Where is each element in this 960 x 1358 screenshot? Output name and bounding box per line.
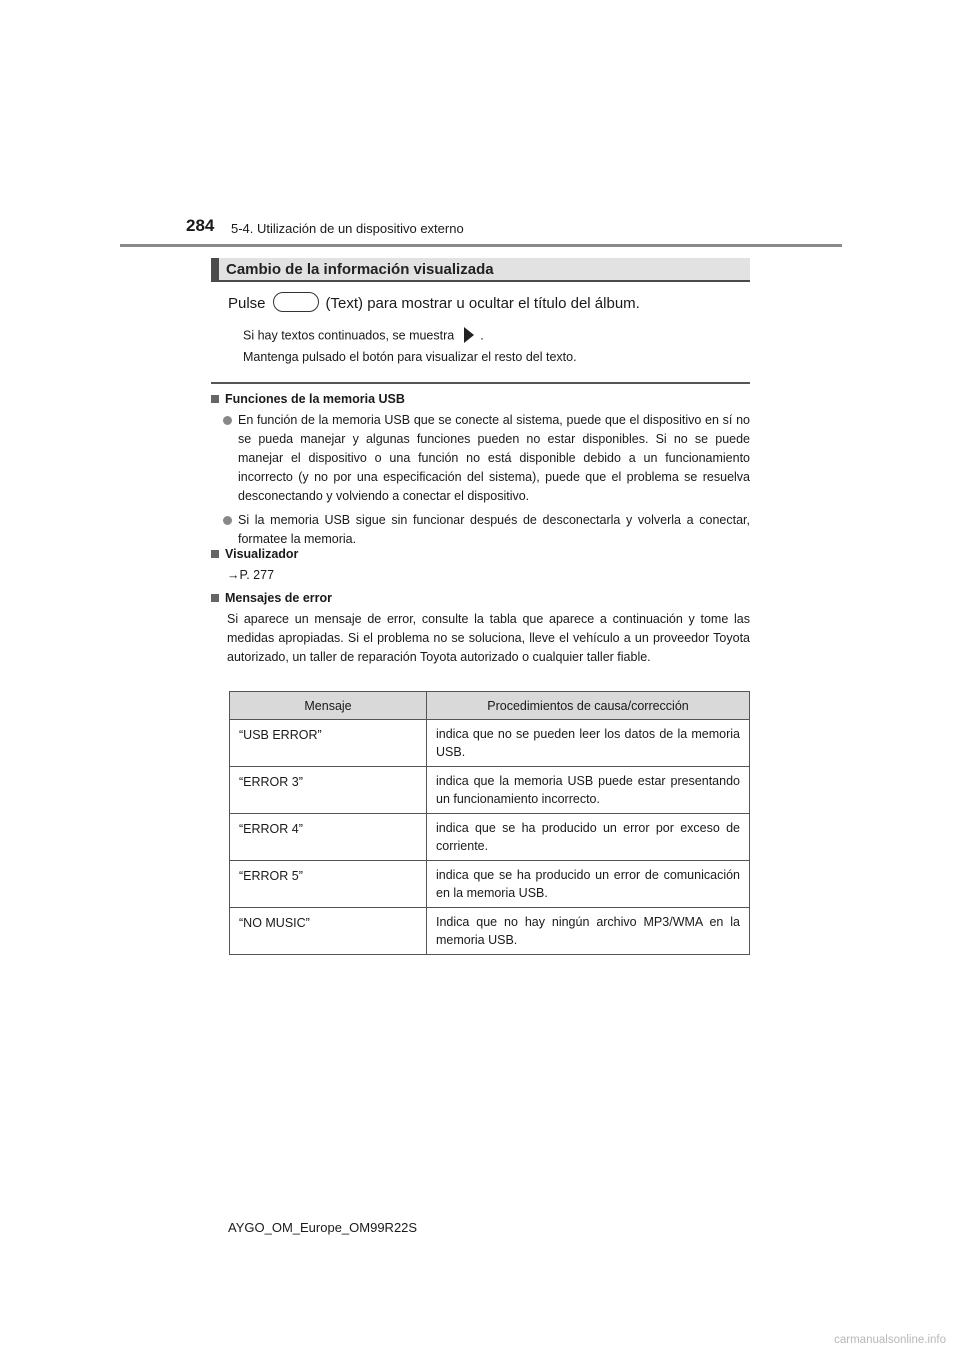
square-bullet-icon (211, 594, 219, 602)
header-rule (120, 244, 842, 247)
continued-text-note (243, 328, 484, 344)
display-block (211, 545, 750, 585)
error-message-cell: “ERROR 5” (230, 861, 427, 908)
error-table (229, 691, 750, 955)
list-item: En función de la memoria USB que se conecte al sistema, puede que el dispositivo en sí no se pueda manejar y algunas funciones pueden no estar disponibles. Si no se puede manejar el dispositivo o una función no está disponible debido a un funcionamiento incorrecto (y no por una especificación del sistema), puede que el problema se resuelva desconectando y volviendo a conectar el dispositivo. (211, 411, 750, 506)
error-messages-heading: Mensajes de error (211, 589, 750, 608)
square-bullet-icon (211, 550, 219, 558)
display-heading: Visualizador (211, 545, 750, 564)
note1-text-pre: Si hay textos continuados, se muestra (243, 328, 455, 343)
heading-accent-bar (211, 258, 219, 282)
table-row (230, 720, 750, 767)
error-procedure-cell: indica que se ha producido un error por exceso de corriente. (427, 814, 750, 861)
error-message-cell: “ERROR 3” (230, 767, 427, 814)
error-procedure-cell: indica que se ha producido un error de comunicación en la memoria USB. (427, 861, 750, 908)
column-header-procedure: Procedimientos de causa/corrección (427, 692, 750, 720)
page-reference: →P. 277 (227, 568, 275, 582)
error-message-cell: “USB ERROR” (230, 720, 427, 767)
error-procedure-cell: indica que no se pueden leer los datos de la memoria USB. (427, 720, 750, 767)
step-text-pre: Pulse (228, 294, 266, 312)
round-bullet-icon (223, 516, 232, 525)
square-bullet-icon (211, 395, 219, 403)
page-number: 284 (186, 216, 215, 235)
text-button-icon (273, 292, 319, 312)
chapter-title: 5-4. Utilización de un dispositivo externo (231, 221, 464, 236)
hold-button-note: Mantenga pulsado el botón para visualizar el resto del texto. (243, 350, 577, 364)
table-header-row (230, 692, 750, 720)
continued-arrow-icon (464, 327, 474, 343)
error-message-cell: “ERROR 4” (230, 814, 427, 861)
table-row (230, 767, 750, 814)
column-header-message: Mensaje (230, 692, 427, 720)
section-heading (211, 258, 750, 282)
table-row (230, 908, 750, 955)
usb-functions-block (211, 390, 750, 549)
step-text-post: (Text) para mostrar u ocultar el título del álbum. (325, 294, 640, 312)
section-divider (211, 382, 750, 384)
error-procedure-cell: indica que la memoria USB puede estar presentando un funcionamiento incorrecto. (427, 767, 750, 814)
step-instruction (228, 294, 640, 314)
list-item: Si la memoria USB sigue sin funcionar después de desconectarla y volverla a conectar, formatee la memoria. (211, 511, 750, 549)
note1-text-post: . (480, 328, 484, 343)
document-code: AYGO_OM_Europe_OM99R22S (228, 1220, 418, 1235)
watermark: carmanualsonline.info (834, 1334, 946, 1346)
error-messages-intro: Si aparece un mensaje de error, consulte la tabla que aparece a continuación y tome las medidas apropiadas. Si el problema no se soluciona, lleve el vehículo a un proveedor Toyota autorizado, un taller de reparación Toyota autorizado o cualquier taller fiable. (227, 612, 750, 664)
section-heading-text: Cambio de la información visualizada (226, 261, 494, 278)
error-messages-block (211, 589, 750, 667)
round-bullet-icon (223, 416, 232, 425)
table-row (230, 861, 750, 908)
table-row (230, 814, 750, 861)
usb-functions-heading: Funciones de la memoria USB (211, 390, 750, 409)
error-procedure-cell: Indica que no hay ningún archivo MP3/WMA en la memoria USB. (427, 908, 750, 955)
error-message-cell: “NO MUSIC” (230, 908, 427, 955)
